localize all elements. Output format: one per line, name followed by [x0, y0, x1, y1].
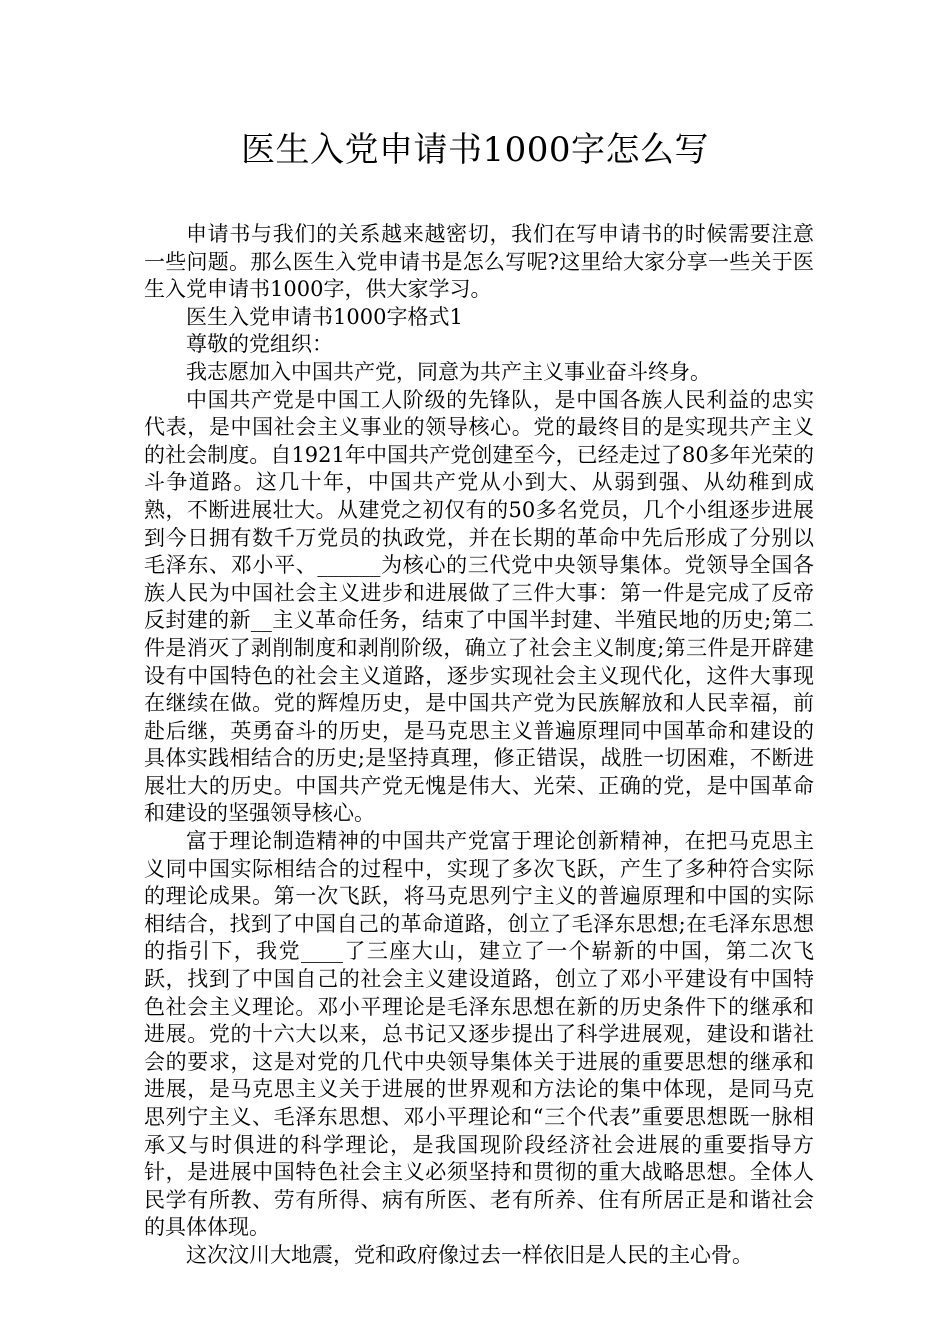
paragraph-format-heading: 医生入党申请书1000字格式1	[186, 304, 463, 329]
paragraph-party-history: 中国共产党是中国工人阶级的先锋队，是中国各族人民利益的忠实代表，是中国社会主义事业的领导核心。党的最终目的是实现共产主义的社会制度。自1921年中国共产党创建至今，已经走过了80多年光荣的斗争道路。这几十年，中国共产党从小到大、从弱到强、从幼稚到成熟，不断进展壮大。从建党之初仅有的50多名党员，几个小组逐步进展到今日拥有数千万党员的执政党，并在长期的革命中先后形成了分别以毛泽东、邓小平、______为核心的三代党中央领导集体。党领导全国各族人民为中国社会主义进步和进展做了三件大事：第一件是完成了反帝反封建的新__主义革命任务，结束了中国半封建、半殖民地的历史;第二件是消灭了剥削制度和剥削阶级，确立了社会主义制度;第三件是开辟建设有中国特色的社会主义道路，逐步实现社会主义现代化，这件大事现在继续在做。党的辉煌历史，是中国共产党为民族解放和人民幸福，前赴后继，英勇奋斗的历史，是马克思主义普遍原理同中国革命和建设的具体实践相结合的历史;是坚持真理，修正错误，战胜一切困难，不断进展壮大的历史。中国共产党无愧是伟大、光荣、正确的党，是中国革命和建设的坚强领导核心。	[144, 387, 814, 826]
document-title: 医生入党申请书1000字怎么写	[240, 130, 710, 170]
paragraph-party-theory: 富于理论制造精神的中国共产党富于理论创新精神，在把马克思主义同中国实际相结合的过程中，实现了多次飞跃，产生了多种符合实际的理论成果。第一次飞跃，将马克思列宁主义的普遍原理和中国的实际相结合，找到了中国自己的革命道路，创立了毛泽东思想;在毛泽东思想的指引下，我党____了三座大山，建立了一个崭新的中国，第二次飞跃，找到了中国自己的社会主义建设道路，创立了邓小平建设有中国特色社会主义理论。邓小平理论是毛泽东思想在新的历史条件下的继承和进展。党的十六大以来，总书记又逐步提出了科学进展观，建设和谐社会的要求，这是对党的几代中央领导集体关于进展的重要思想的继承和进展，是马克思主义关于进展的世界观和方法论的集中体现，是同马克思列宁主义、毛泽东思想、邓小平理论和“三个代表”重要思想既一脉相承又与时俱进的科学理论，是我国现阶段经济社会进展的重要指导方针，是进展中国特色社会主义必须坚持和贯彻的重大战略思想。全体人民学有所教、劳有所得、病有所医、老有所养、住有所居正是和谐社会的具体体现。	[144, 829, 814, 1240]
document-body	[144, 221, 814, 1270]
paragraph-intro: 申请书与我们的关系越来越密切，我们在写申请书的时候需要注意一些问题。那么医生入党申请书是怎么写呢?这里给大家分享一些关于医生入党申请书1000字，供大家学习。	[144, 222, 814, 302]
paragraph-pledge: 我志愿加入中国共产党，同意为共产主义事业奋斗终身。	[186, 359, 711, 384]
paragraph-earthquake: 这次汶川大地震，党和政府像过去一样依旧是人民的主心骨。	[186, 1242, 753, 1267]
paragraph-salutation: 尊敬的党组织：	[186, 332, 333, 357]
